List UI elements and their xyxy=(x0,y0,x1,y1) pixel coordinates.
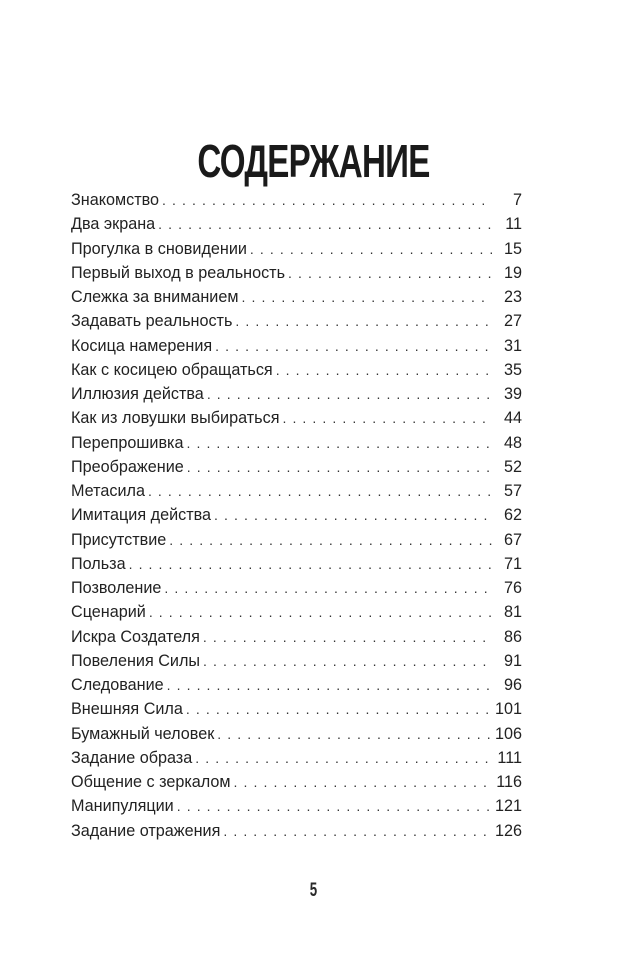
toc-entry-page: 91 xyxy=(503,651,522,670)
toc-entry[interactable] xyxy=(71,649,522,673)
dot-leader xyxy=(174,794,491,818)
page-number: 5 xyxy=(309,880,318,901)
toc-entry[interactable] xyxy=(71,819,522,843)
dot-leader xyxy=(200,625,492,649)
toc-entry-page: 76 xyxy=(503,579,522,597)
toc-entry[interactable] xyxy=(71,358,522,382)
toc-entry-page: 31 xyxy=(503,336,522,355)
toc-entry-page: 52 xyxy=(503,457,522,476)
toc-entry[interactable] xyxy=(71,722,522,746)
toc-entry[interactable] xyxy=(71,576,522,600)
dot-leader xyxy=(232,309,492,333)
toc-entry-title: Первый выход в реальность xyxy=(71,263,286,282)
toc-entry[interactable] xyxy=(71,285,522,309)
dot-leader xyxy=(183,431,492,455)
toc-entry[interactable] xyxy=(71,334,522,358)
toc-entry-title: Искра Создателя xyxy=(71,627,200,646)
toc-entry[interactable] xyxy=(71,431,522,455)
toc-entry-title: Метасила xyxy=(71,482,145,500)
toc-entry-title: Слежка за вниманием xyxy=(71,288,239,306)
toc-entry-page: 19 xyxy=(503,263,522,282)
toc-entry-title: Сценарий xyxy=(71,603,146,622)
toc-entry-page: 121 xyxy=(494,797,522,816)
toc-entry[interactable] xyxy=(71,188,522,212)
toc-entry-title: Как из ловушки выбираться xyxy=(71,409,280,428)
toc-entry-title: Задание отражения xyxy=(71,821,221,840)
toc-entry-page: 23 xyxy=(503,288,522,306)
toc-entry[interactable] xyxy=(71,673,522,697)
toc-entry-page: 11 xyxy=(505,215,522,234)
toc-entry-page: 81 xyxy=(503,603,522,622)
dot-leader xyxy=(231,770,492,794)
dot-leader xyxy=(155,212,492,236)
dot-leader xyxy=(192,746,492,770)
toc-entry[interactable] xyxy=(71,625,522,649)
toc-entry-page: 44 xyxy=(503,409,522,428)
dot-leader xyxy=(145,479,492,503)
toc-entry-title: Общение с зеркалом xyxy=(71,773,231,791)
toc-entry-title: Позволение xyxy=(71,579,162,597)
toc-entry[interactable] xyxy=(71,528,522,552)
toc-entry[interactable] xyxy=(71,479,522,503)
toc-entry-page: 27 xyxy=(503,312,522,331)
toc-entry-page: 116 xyxy=(496,773,522,791)
toc-entry-title: Следование xyxy=(71,676,164,694)
toc-entry-title: Бумажный человек xyxy=(71,724,215,743)
dot-leader xyxy=(204,382,492,406)
toc-entry[interactable] xyxy=(71,455,522,479)
toc-entry[interactable] xyxy=(71,552,522,576)
dot-leader xyxy=(164,673,492,697)
dot-leader xyxy=(273,358,492,382)
toc-entry-title: Как с косицею обращаться xyxy=(71,360,273,379)
toc-entry[interactable] xyxy=(71,382,522,406)
dot-leader xyxy=(166,528,492,552)
toc-entry-page: 48 xyxy=(503,433,522,452)
toc-entry-page: 96 xyxy=(503,676,522,694)
toc-entry[interactable] xyxy=(71,794,522,818)
dot-leader xyxy=(211,503,492,527)
toc-entry[interactable] xyxy=(71,309,522,333)
dot-leader xyxy=(161,576,492,600)
dot-leader xyxy=(200,649,492,673)
dot-leader xyxy=(212,334,492,358)
dot-leader xyxy=(238,285,492,309)
table-of-contents xyxy=(71,188,522,843)
dot-leader xyxy=(247,237,492,261)
toc-entry[interactable] xyxy=(71,697,522,721)
toc-entry-title: Знакомство xyxy=(71,191,160,209)
toc-entry[interactable] xyxy=(71,237,522,261)
toc-entry-title: Задавать реальность xyxy=(71,312,233,331)
toc-entry-title: Внешняя Сила xyxy=(71,700,183,719)
dot-leader xyxy=(285,261,492,285)
toc-entry-title: Повеления Силы xyxy=(71,651,201,670)
toc-entry[interactable] xyxy=(71,212,522,236)
toc-entry-page: 57 xyxy=(503,482,522,500)
toc-entry-title: Косица намерения xyxy=(71,336,213,355)
toc-entry-page: 15 xyxy=(503,239,522,258)
toc-entry-page: 106 xyxy=(494,724,522,743)
toc-entry[interactable] xyxy=(71,261,522,285)
dot-leader xyxy=(126,552,492,576)
toc-entry[interactable] xyxy=(71,746,522,770)
dot-leader xyxy=(146,600,492,624)
dot-leader xyxy=(220,819,491,843)
toc-entry-title: Присутствие xyxy=(71,530,167,549)
dot-leader xyxy=(279,406,492,430)
toc-entry-page: 101 xyxy=(494,700,522,719)
toc-entry[interactable] xyxy=(71,770,522,794)
dot-leader xyxy=(214,722,491,746)
dot-leader xyxy=(183,697,491,721)
toc-entry-title: Перепрошивка xyxy=(71,433,184,452)
toc-entry[interactable] xyxy=(71,600,522,624)
toc-entry-page: 39 xyxy=(503,385,522,403)
toc-entry-title: Польза xyxy=(71,554,126,573)
toc-entry-title: Имитация действа xyxy=(71,506,212,525)
toc-entry-page: 71 xyxy=(503,554,522,573)
toc-entry-page: 7 xyxy=(512,191,522,209)
page-title: СОДЕРЖАНИЕ xyxy=(197,134,430,187)
toc-entry-title: Два экрана xyxy=(71,215,156,234)
toc-entry-page: 86 xyxy=(503,627,522,646)
toc-entry-title: Прогулка в сновидении xyxy=(71,239,247,258)
toc-entry-page: 35 xyxy=(503,360,522,379)
toc-entry-page: 62 xyxy=(503,506,522,525)
toc-entry-page: 126 xyxy=(494,821,522,840)
dot-leader xyxy=(159,188,492,212)
toc-entry-title: Преображение xyxy=(71,457,184,476)
toc-entry[interactable] xyxy=(71,503,522,527)
toc-entry-title: Задание образа xyxy=(71,748,193,767)
toc-entry-page: 111 xyxy=(497,748,522,767)
toc-entry-title: Манипуляции xyxy=(71,797,174,816)
dot-leader xyxy=(184,455,492,479)
toc-entry-title: Иллюзия действа xyxy=(71,385,204,403)
toc-entry[interactable] xyxy=(71,406,522,430)
toc-entry-page: 67 xyxy=(503,530,522,549)
